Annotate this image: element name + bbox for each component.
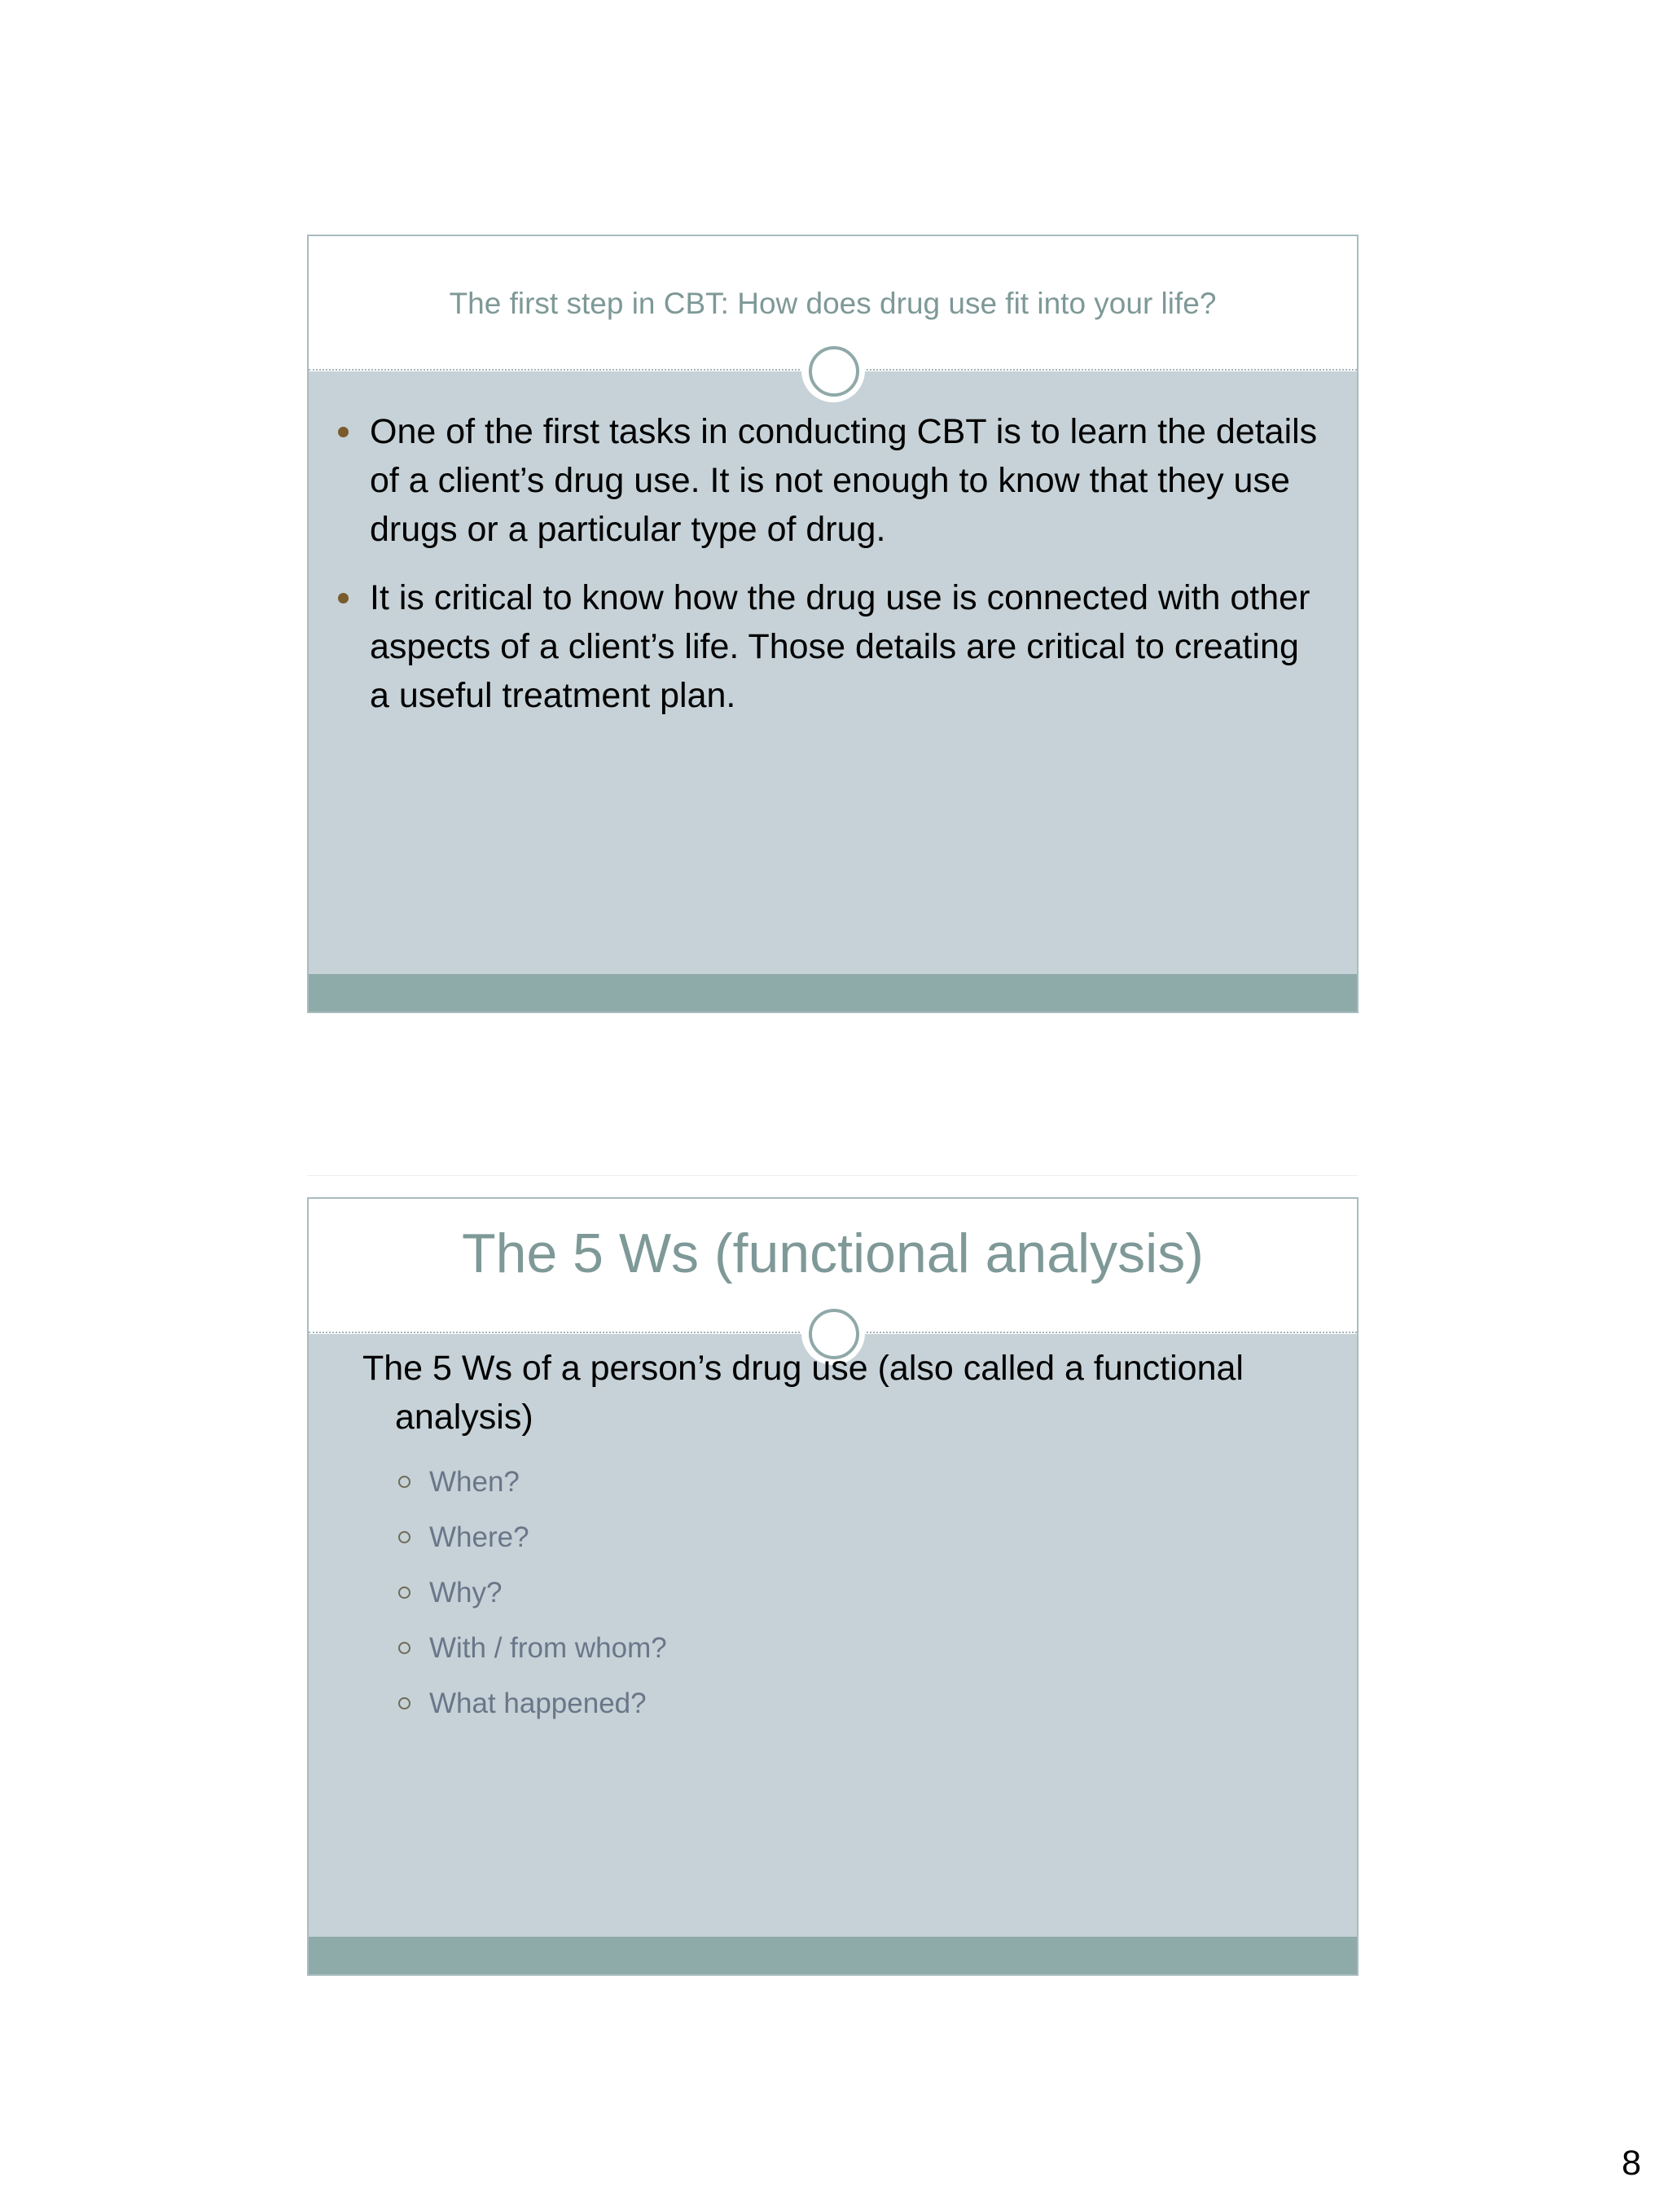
slide-1-footer-bar (309, 974, 1357, 1012)
slide-2 (307, 1197, 1359, 1976)
bullet-dot-icon (338, 427, 349, 437)
sub-bullet-text: Why? (429, 1577, 503, 1609)
sub-bullet-text: What happened? (429, 1688, 647, 1719)
sub-bullet-item (309, 1565, 667, 1621)
sub-bullet-item (309, 1621, 667, 1676)
slide-2-intro: The 5 Ws of a person’s drug use (also called a functional analysis) (362, 1349, 1244, 1437)
sub-bullet-item (309, 1676, 667, 1731)
hollow-circle-bullet-icon (398, 1642, 410, 1654)
slide-1-title: The first step in CBT: How does drug use fit into your life? (449, 287, 1217, 320)
page-number: 8 (1622, 2144, 1641, 2183)
hollow-circle-bullet-icon (398, 1476, 410, 1488)
slide-2-footer-bar (309, 1937, 1357, 1974)
slide-2-sub-bullet-list (309, 1455, 667, 1731)
sub-bullet-item (309, 1455, 667, 1510)
bullet-dot-icon (338, 593, 349, 603)
hollow-circle-bullet-icon (398, 1531, 410, 1543)
circle-ornament-icon (801, 339, 865, 402)
sub-bullet-text: With / from whom? (429, 1632, 667, 1664)
bullet-item (309, 407, 1357, 554)
slide-1 (307, 235, 1359, 1013)
hollow-circle-bullet-icon (398, 1697, 410, 1709)
slide-2-title: The 5 Ws (functional analysis) (462, 1222, 1204, 1284)
slide-1-bullet-list (309, 407, 1357, 740)
bullet-text: One of the first tasks in conducting CBT is to learn the details of a client’s drug use. It is not enough to know that they use drugs or a particular type of drug. (370, 412, 1318, 549)
sub-bullet-text: When? (429, 1466, 520, 1498)
bullet-item (309, 573, 1357, 720)
page-divider (307, 1175, 1359, 1176)
sub-bullet-text: Where? (429, 1521, 529, 1553)
bullet-text: It is critical to know how the drug use is connected with other aspects of a client’s life. Those details are critical to creating a useful treatment plan. (370, 578, 1310, 715)
sub-bullet-item (309, 1510, 667, 1565)
hollow-circle-bullet-icon (398, 1587, 410, 1599)
